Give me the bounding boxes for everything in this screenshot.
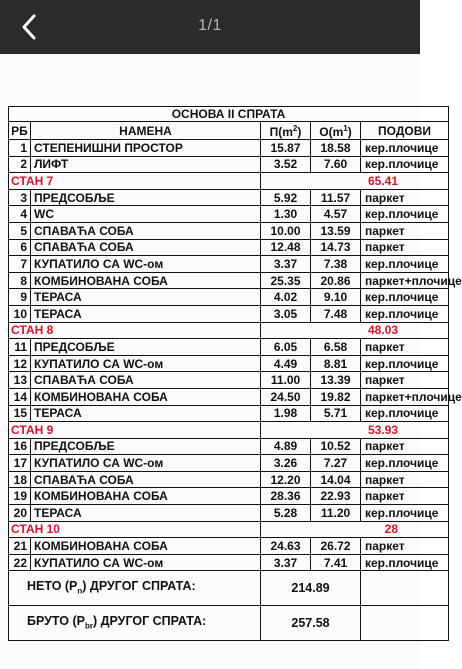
room-area: 1.30 — [261, 206, 311, 223]
row-number: 12 — [9, 355, 31, 372]
room-perimeter: 13.39 — [311, 372, 361, 389]
table-row — [9, 554, 449, 571]
floor-type: паркет+плочице — [361, 388, 449, 405]
room-area: 24.50 — [261, 388, 311, 405]
room-name: КОМБИНОВАНА СОБА — [31, 488, 261, 505]
floor-type: кер.плочице — [361, 554, 449, 571]
row-number: 1 — [9, 140, 31, 157]
room-name: СПАВАЋА СОБА — [31, 471, 261, 488]
room-area: 3.37 — [261, 554, 311, 571]
table-row — [9, 438, 449, 455]
room-perimeter: 4.57 — [311, 206, 361, 223]
table-row — [9, 305, 449, 322]
room-perimeter: 11.20 — [311, 505, 361, 522]
room-perimeter: 7.60 — [311, 156, 361, 173]
apartment-header-row — [9, 322, 449, 339]
row-number: 8 — [9, 272, 31, 289]
room-perimeter: 8.81 — [311, 355, 361, 372]
floor-type: паркет — [361, 189, 449, 206]
row-number: 15 — [9, 405, 31, 422]
room-area: 12.20 — [261, 471, 311, 488]
row-number: 16 — [9, 438, 31, 455]
room-name: СПАВАЋА СОБА — [31, 222, 261, 239]
neto-value: 214.89 — [261, 571, 361, 606]
room-area: 24.63 — [261, 538, 311, 555]
table-row — [9, 272, 449, 289]
floor-type: паркет — [361, 538, 449, 555]
floor-type: кер.плочице — [361, 256, 449, 273]
table-title: ОСНОВА II СПРАТА — [9, 107, 449, 122]
room-perimeter: 7.41 — [311, 554, 361, 571]
floor-type: кер.плочице — [361, 355, 449, 372]
room-area: 6.05 — [261, 339, 311, 356]
bruto-total-row — [9, 606, 449, 641]
floor-type: кер.плочице — [361, 505, 449, 522]
table-row — [9, 156, 449, 173]
table-row — [9, 388, 449, 405]
header-floors: ПОДОВИ — [361, 122, 449, 140]
room-perimeter: 9.10 — [311, 289, 361, 306]
room-perimeter: 19.82 — [311, 388, 361, 405]
document-page[interactable] — [0, 54, 462, 669]
floor-type: кер.плочице — [361, 140, 449, 157]
room-area: 12.48 — [261, 239, 311, 256]
room-name: ТЕРАСА — [31, 289, 261, 306]
table-row — [9, 538, 449, 555]
viewer-toolbar — [0, 0, 420, 54]
room-area: 3.52 — [261, 156, 311, 173]
apartment-name: СТАН 7 — [9, 173, 261, 190]
header-rb: РБ — [9, 122, 31, 140]
row-number: 13 — [9, 372, 31, 389]
floor-type: паркет — [361, 372, 449, 389]
floor-type: паркет — [361, 239, 449, 256]
room-name: ТЕРАСА — [31, 405, 261, 422]
header-namena: НАМЕНА — [31, 122, 261, 140]
row-number: 6 — [9, 239, 31, 256]
apartment-area: 48.03 — [261, 322, 449, 339]
table-row — [9, 206, 449, 223]
room-name: ЛИФТ — [31, 156, 261, 173]
room-area: 28.36 — [261, 488, 311, 505]
row-number: 21 — [9, 538, 31, 555]
row-number: 3 — [9, 189, 31, 206]
floor-type: паркет — [361, 488, 449, 505]
room-perimeter: 7.27 — [311, 455, 361, 472]
neto-total-row — [9, 571, 449, 606]
room-name: КУПАТИЛО СА WC-ом — [31, 554, 261, 571]
room-name: КОМБИНОВАНА СОБА — [31, 272, 261, 289]
apartment-area: 65.41 — [261, 173, 449, 190]
room-name: КУПАТИЛО СА WC-ом — [31, 455, 261, 472]
row-number: 9 — [9, 289, 31, 306]
apartment-header-row — [9, 521, 449, 538]
neto-label: НЕТО $(P_n)$ ДРУГОГ СПРАТА: — [9, 571, 261, 606]
table-row — [9, 239, 449, 256]
row-number: 20 — [9, 505, 31, 522]
room-perimeter: 14.73 — [311, 239, 361, 256]
row-number: 22 — [9, 554, 31, 571]
room-perimeter: 11.57 — [311, 189, 361, 206]
room-schedule — [8, 106, 462, 641]
bruto-label: БРУТО $(P_{br})$ ДРУГОГ СПРАТА: — [9, 606, 261, 641]
table-row — [9, 405, 449, 422]
bruto-value: 257.58 — [261, 606, 361, 641]
apartment-header-row — [9, 422, 449, 439]
room-area: 11.00 — [261, 372, 311, 389]
apartment-area: 53.93 — [261, 422, 449, 439]
room-name: КУПАТИЛО СА WC-ом — [31, 355, 261, 372]
row-number: 14 — [9, 388, 31, 405]
room-area: 1.98 — [261, 405, 311, 422]
room-name: ПРЕДСОБЉЕ — [31, 438, 261, 455]
room-perimeter: 10.52 — [311, 438, 361, 455]
room-name: ТЕРАСА — [31, 305, 261, 322]
header-o: $О(m^1)$ — [311, 122, 361, 140]
room-perimeter: 13.59 — [311, 222, 361, 239]
floor-type: паркет — [361, 222, 449, 239]
table-title-row — [9, 107, 449, 122]
floor-type: паркет — [361, 438, 449, 455]
apartment-area: 28 — [261, 521, 449, 538]
room-name: КУПАТИЛО СА WC-ом — [31, 256, 261, 273]
floor-type: кер.плочице — [361, 156, 449, 173]
table-row — [9, 256, 449, 273]
row-number: 10 — [9, 305, 31, 322]
apartment-name: СТАН 10 — [9, 521, 261, 538]
table-row — [9, 455, 449, 472]
room-area: 4.02 — [261, 289, 311, 306]
floor-type: паркет — [361, 471, 449, 488]
room-perimeter: 22.93 — [311, 488, 361, 505]
row-number: 17 — [9, 455, 31, 472]
room-perimeter: 7.48 — [311, 305, 361, 322]
page-indicator: 1/1 — [198, 17, 222, 34]
room-area: 5.92 — [261, 189, 311, 206]
table-row — [9, 355, 449, 372]
apartment-header-row — [9, 173, 449, 190]
floor-type: кер.плочице — [361, 289, 449, 306]
room-perimeter: 20.86 — [311, 272, 361, 289]
table-row — [9, 471, 449, 488]
floor-type: кер.плочице — [361, 405, 449, 422]
table-row — [9, 339, 449, 356]
room-area: 4.49 — [261, 355, 311, 372]
row-number: 19 — [9, 488, 31, 505]
row-number: 5 — [9, 222, 31, 239]
room-name: ПРЕДСОБЉЕ — [31, 339, 261, 356]
room-name: WC — [31, 206, 261, 223]
room-area: 3.05 — [261, 305, 311, 322]
table-header-row — [9, 122, 449, 140]
apartment-name: СТАН 8 — [9, 322, 261, 339]
room-name: ПРЕДСОБЉЕ — [31, 189, 261, 206]
table-row — [9, 505, 449, 522]
room-name: СПАВАЋА СОБА — [31, 239, 261, 256]
row-number: 18 — [9, 471, 31, 488]
room-area: 3.37 — [261, 256, 311, 273]
floor-type: паркет+плочице — [361, 272, 449, 289]
table-row — [9, 189, 449, 206]
room-name: КОМБИНОВАНА СОБА — [31, 388, 261, 405]
room-area: 10.00 — [261, 222, 311, 239]
apartment-name: СТАН 9 — [9, 422, 261, 439]
table-row — [9, 289, 449, 306]
room-name: СПАВАЋА СОБА — [31, 372, 261, 389]
room-perimeter: 6.58 — [311, 339, 361, 356]
table-row — [9, 140, 449, 157]
floor-type: кер.плочице — [361, 305, 449, 322]
table-row — [9, 488, 449, 505]
floor-type: паркет — [361, 339, 449, 356]
empty-cell — [361, 571, 449, 606]
room-table — [8, 106, 462, 641]
table-row — [9, 372, 449, 389]
row-number: 7 — [9, 256, 31, 273]
empty-cell — [361, 606, 449, 641]
room-area: 3.26 — [261, 455, 311, 472]
row-number: 4 — [9, 206, 31, 223]
floor-type: кер.плочице — [361, 455, 449, 472]
room-perimeter: 26.72 — [311, 538, 361, 555]
room-name: ТЕРАСА — [31, 505, 261, 522]
room-area: 15.87 — [261, 140, 311, 157]
row-number: 11 — [9, 339, 31, 356]
table-row — [9, 222, 449, 239]
room-perimeter: 7.38 — [311, 256, 361, 273]
room-name: КОМБИНОВАНА СОБА — [31, 538, 261, 555]
row-number: 2 — [9, 156, 31, 173]
header-p: $П(m^2)$ — [261, 122, 311, 140]
room-perimeter: 18.58 — [311, 140, 361, 157]
room-area: 25.35 — [261, 272, 311, 289]
room-area: 4.89 — [261, 438, 311, 455]
room-perimeter: 14.04 — [311, 471, 361, 488]
room-area: 5.28 — [261, 505, 311, 522]
room-name: СТЕПЕНИШНИ ПРОСТОР — [31, 140, 261, 157]
room-perimeter: 5.71 — [311, 405, 361, 422]
floor-type: кер.плочице — [361, 206, 449, 223]
